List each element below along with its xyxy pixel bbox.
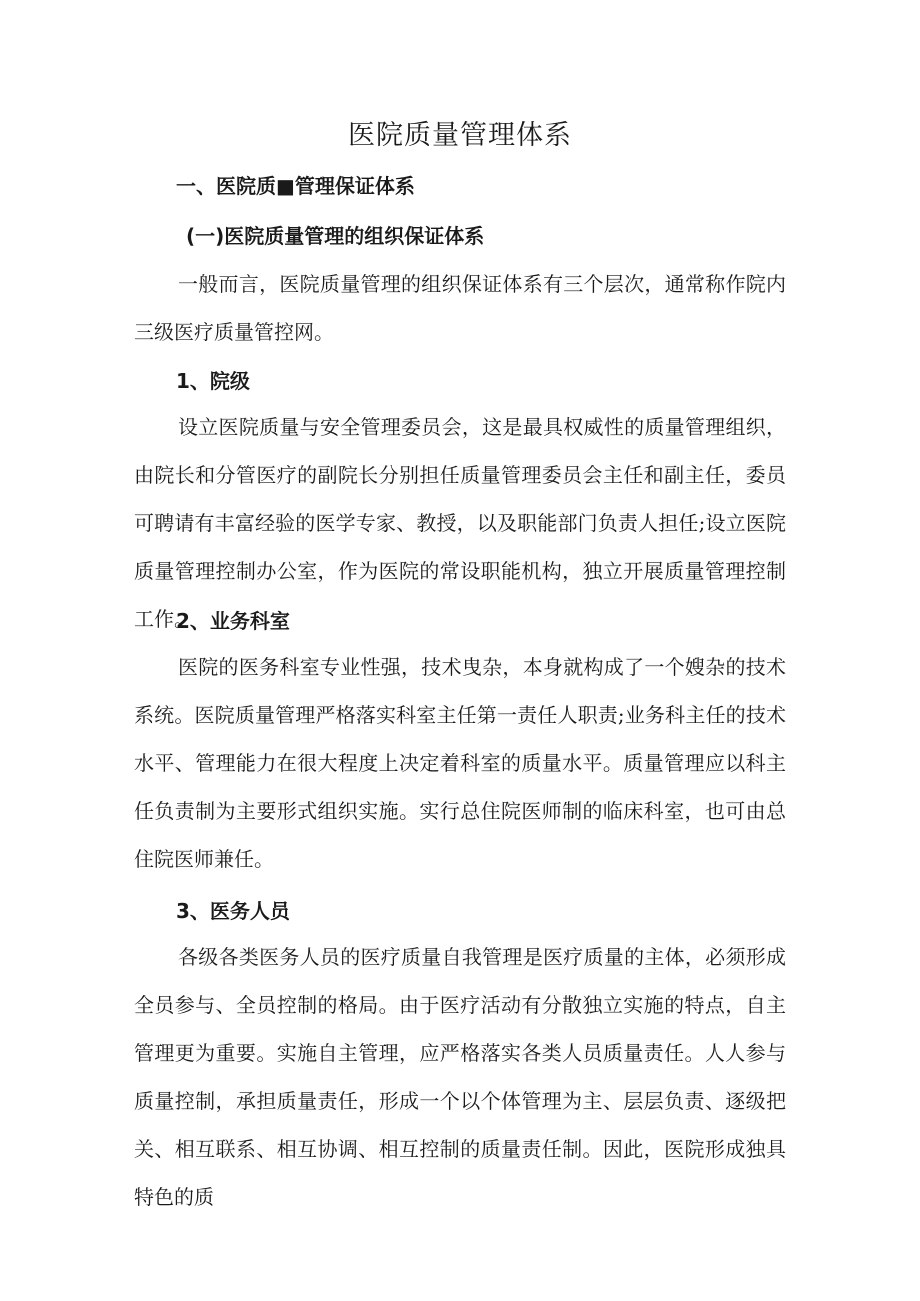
intro-paragraph: 一般而言，医院质量管理的组织保证体系有三个层次，通常称作院内三级医疗质量管控网。	[134, 272, 786, 344]
section-heading: 一、医院质■管理保证体系	[176, 174, 415, 198]
level2-paragraph: 医院的医务科室专业性强，技术曳杂，本身就构成了一个嫂杂的技术系统。医院质量管理严格落实科室主任第一责任人职责;业务科主任的技术水平、管理能力在很大程度上决定着科室的质量水平。质量管理应以科主任负责制为主要形式组织实施。实行总住院医师制的临床科室，也可由总住院医师兼任。	[134, 655, 786, 871]
level1-paragraph: 设立医院质量与安全管理委员会，这是最具权威性的质量管理组织，由院长和分管医疗的副院长分别担任质量管理委员会主任和副主任，委员可聘请有丰富经验的医学专家、教授，以及职能部门负责人担任;设立医院质量管理控制办公室，作为医院的常设职能机构，独立开展质量管理控制工作。	[134, 415, 786, 631]
level3-heading: 3、医务人员	[176, 899, 290, 923]
level1-heading: 1、院级	[176, 369, 250, 393]
level3-paragraph: 各级各类医务人员的医疗质量自我管理是医疗质量的主体，必须形成全员参与、全员控制的格局。由于医疗活动有分散独立实施的特点，自主管理更为重要。实施自主管理，应严格落实各类人员质量责任。人人参与质量控制，承担质量责任，形成一个以个体管理为主、层层负责、逐级把关、相互联系、相互协调、相互控制的质量责任制。因此，医院形成独具特色的质	[134, 945, 786, 1209]
level2-heading: 2、业务科室	[176, 609, 290, 633]
document-title: 医院质量管理体系	[348, 120, 572, 151]
subsection-heading: (一)医院质量管理的组织保证体系	[186, 224, 485, 248]
